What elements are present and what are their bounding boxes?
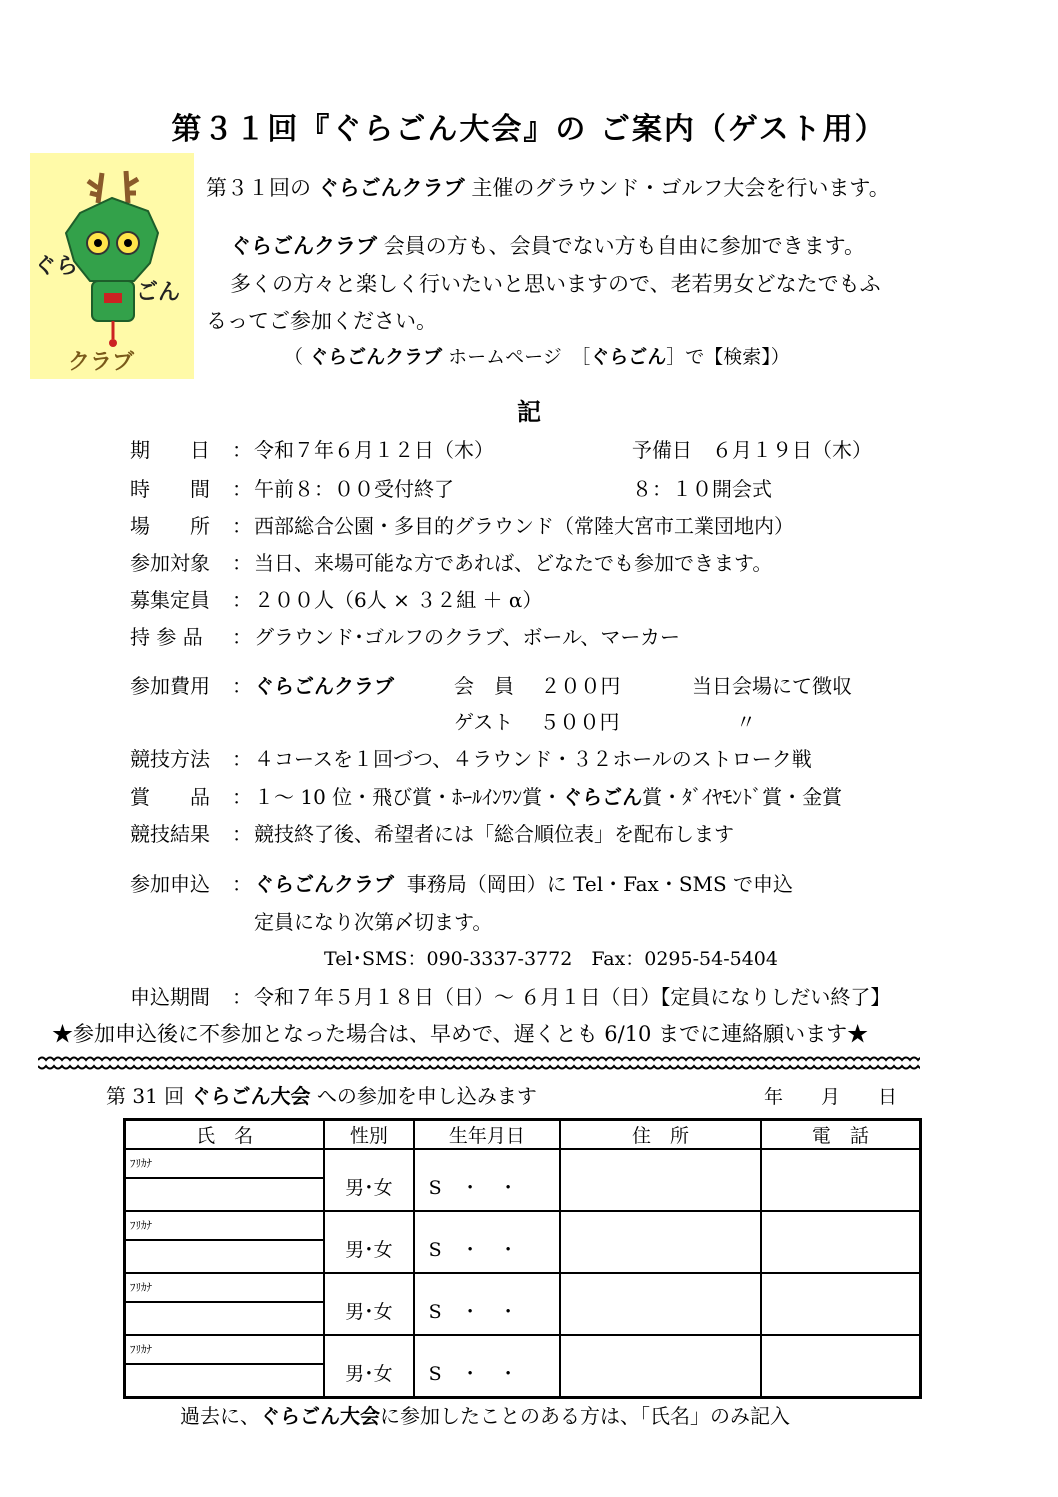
colon: ： bbox=[232, 438, 252, 462]
detail-value bbox=[254, 868, 793, 897]
application-form-table bbox=[123, 1118, 922, 1399]
form-heading bbox=[106, 1080, 537, 1109]
intro-text: ］で【検索】） bbox=[666, 346, 790, 368]
apply-deadline-note: 定員になり次第〆切ます。 bbox=[254, 910, 493, 934]
form-date-fields: 年 月 日 bbox=[764, 1086, 898, 1108]
phone-field[interactable] bbox=[761, 1211, 921, 1273]
dob-field[interactable] bbox=[414, 1335, 561, 1398]
address-field[interactable] bbox=[560, 1149, 761, 1211]
name-field[interactable] bbox=[125, 1149, 325, 1211]
detail-prize bbox=[0, 781, 1058, 809]
detail-label: 競技結果 bbox=[130, 822, 210, 846]
detail-value: 令和７年６月１２日（木） bbox=[254, 438, 494, 462]
opening-time: ８：１０開会式 bbox=[632, 477, 772, 501]
furigana-label: ﾌﾘｶﾅ bbox=[130, 1281, 152, 1294]
intro-text: 会員の方も、会員でない方も自由に参加できます。 bbox=[383, 234, 866, 258]
footer-text: に参加したことのある方は、「氏名」のみ記入 bbox=[380, 1404, 790, 1428]
wavy-divider bbox=[38, 1055, 920, 1071]
detail-value: 午前８：００受付終了 bbox=[254, 477, 454, 501]
detail-label: 賞 品 bbox=[130, 785, 210, 809]
detail-label: 競技方法 bbox=[130, 747, 210, 771]
club-name: ぐらごんクラブ bbox=[254, 872, 394, 896]
colon: ： bbox=[232, 625, 252, 649]
detail-label: 期 日 bbox=[130, 438, 210, 462]
fee-note: 当日会場にて徴収 bbox=[692, 674, 852, 698]
colon: ： bbox=[232, 588, 252, 612]
name-field[interactable] bbox=[125, 1211, 325, 1273]
sex-options: 男･女 bbox=[345, 1239, 393, 1261]
logo-bottom-text: クラブ bbox=[68, 350, 135, 375]
intro-text: 主催のグラウンド・ゴルフ大会を行います。 bbox=[471, 176, 890, 200]
detail-capacity bbox=[0, 584, 1058, 612]
detail-date bbox=[0, 434, 1058, 462]
prize-text: １～ 10 位・飛び賞・ﾎｰﾙｲﾝﾜﾝ賞・ bbox=[254, 785, 563, 809]
column-header-name: 氏 名 bbox=[125, 1120, 325, 1150]
colon: ： bbox=[232, 551, 252, 575]
detail-result bbox=[0, 818, 1058, 846]
detail-label: 参加申込 bbox=[130, 872, 210, 896]
column-header-sex: 性別 bbox=[324, 1120, 413, 1150]
sex-field[interactable] bbox=[324, 1335, 413, 1398]
colon: ： bbox=[232, 985, 252, 1009]
dob-template: S ・ ・ bbox=[428, 1363, 518, 1385]
intro-text: （ bbox=[284, 346, 304, 368]
column-header-dob: 生年月日 bbox=[414, 1120, 561, 1150]
club-name: ぐらごんクラブ bbox=[309, 346, 443, 368]
club-name: ぐらごん大会 bbox=[260, 1404, 380, 1428]
colon: ： bbox=[232, 872, 252, 896]
sex-field[interactable] bbox=[324, 1211, 413, 1273]
sex-options: 男･女 bbox=[345, 1363, 393, 1385]
ki-heading: 記 bbox=[517, 398, 541, 426]
dob-field[interactable] bbox=[414, 1211, 561, 1273]
detail-value bbox=[254, 781, 842, 810]
column-header-address: 住 所 bbox=[560, 1120, 761, 1150]
prize-text: 賞・ﾀﾞｲﾔﾓﾝﾄﾞ賞・金賞 bbox=[642, 785, 843, 809]
furigana-label: ﾌﾘｶﾅ bbox=[130, 1219, 152, 1232]
detail-fee bbox=[0, 670, 1058, 698]
detail-time bbox=[0, 473, 1058, 501]
guest-fee: ゲスト ５００円 bbox=[454, 710, 620, 734]
footer-text: 過去に、 bbox=[180, 1404, 260, 1428]
dob-field[interactable] bbox=[414, 1149, 561, 1211]
sex-field[interactable] bbox=[324, 1273, 413, 1335]
ditto-mark: 〃 bbox=[736, 710, 756, 734]
dob-template: S ・ ・ bbox=[428, 1239, 518, 1261]
name-field[interactable] bbox=[125, 1273, 325, 1335]
detail-place bbox=[0, 510, 1058, 538]
detail-method bbox=[0, 743, 1058, 771]
detail-value: グラウンド･ゴルフのクラブ、ボール、マーカー bbox=[254, 625, 680, 649]
phone-field[interactable] bbox=[761, 1273, 921, 1335]
colon: ： bbox=[232, 477, 252, 501]
name-field[interactable] bbox=[125, 1335, 325, 1398]
detail-items bbox=[0, 621, 1058, 649]
detail-label: 申込期間 bbox=[130, 985, 210, 1009]
detail-apply bbox=[0, 868, 1058, 896]
club-name: ぐらごん大会 bbox=[190, 1084, 311, 1108]
detail-value: ４コースを１回づつ、４ラウンド・３２ホールのストローク戦 bbox=[254, 747, 812, 771]
table-row bbox=[125, 1211, 921, 1273]
furigana-label: ﾌﾘｶﾅ bbox=[130, 1343, 152, 1356]
logo-top-text: ぐら bbox=[34, 254, 79, 279]
sex-options: 男･女 bbox=[345, 1301, 393, 1323]
search-keyword: ぐらごん bbox=[590, 346, 667, 368]
detail-value: 西部総合公園・多目的グラウンド（常陸大宮市工業団地内） bbox=[254, 514, 794, 538]
phone-field[interactable] bbox=[761, 1149, 921, 1211]
colon: ： bbox=[232, 747, 252, 771]
table-row bbox=[125, 1335, 921, 1398]
dob-template: S ・ ・ bbox=[428, 1301, 518, 1323]
contact-info: Tel･SMS：090-3337-3772 Fax：0295-54-5404 bbox=[324, 948, 778, 970]
intro-line-4: るってご参加ください。 bbox=[206, 309, 437, 333]
club-name: ぐらごんクラブ bbox=[254, 674, 394, 698]
reserve-date: 予備日 ６月１９日（木） bbox=[632, 438, 872, 462]
form-heading-text: への参加を申し込みます bbox=[316, 1084, 537, 1108]
logo-side-text: ごん bbox=[136, 280, 181, 305]
detail-label: 持 参 品 bbox=[130, 625, 203, 649]
furigana-label: ﾌﾘｶﾅ bbox=[130, 1157, 152, 1170]
table-row bbox=[125, 1273, 921, 1335]
colon: ： bbox=[232, 514, 252, 538]
detail-fee-guest bbox=[0, 706, 1058, 734]
table-header-row bbox=[125, 1120, 921, 1150]
intro-line-2 bbox=[230, 230, 865, 260]
table-row bbox=[125, 1149, 921, 1211]
address-field[interactable] bbox=[560, 1211, 761, 1273]
club-name: ぐらごん bbox=[562, 785, 643, 809]
apply-text: 事務局（岡田）に Tel・Fax・SMS で申込 bbox=[406, 872, 794, 896]
intro-line-1 bbox=[206, 172, 890, 202]
address-field[interactable] bbox=[560, 1273, 761, 1335]
homepage-note bbox=[284, 342, 790, 369]
colon: ： bbox=[232, 674, 252, 698]
intro-text: ホームページ ［ bbox=[448, 346, 591, 368]
detail-label: 募集定員 bbox=[130, 588, 210, 612]
detail-value: ２００人（6人 × ３２組 ＋ α） bbox=[254, 588, 543, 612]
colon: ： bbox=[232, 822, 252, 846]
detail-target bbox=[0, 547, 1058, 575]
intro-line-3: 多くの方々と楽しく行いたいと思いますので、老若男女どなたでもふ bbox=[230, 272, 881, 296]
member-fee: 会 員 ２００円 bbox=[454, 674, 621, 698]
column-header-phone: 電 話 bbox=[761, 1120, 921, 1150]
sex-options: 男･女 bbox=[345, 1177, 393, 1199]
detail-period bbox=[0, 981, 1058, 1009]
dob-field[interactable] bbox=[414, 1273, 561, 1335]
club-name: ぐらごんクラブ bbox=[317, 176, 465, 200]
detail-label: 時 間 bbox=[130, 477, 210, 501]
cancel-notice: ★参加申込後に不参加となった場合は、早めで、遅くとも 6/10 までに連絡願います★ bbox=[52, 1022, 869, 1046]
club-logo bbox=[30, 153, 194, 379]
detail-label: 参加対象 bbox=[130, 551, 210, 575]
dob-template: S ・ ・ bbox=[428, 1177, 518, 1199]
detail-value: 当日、来場可能な方であれば、どなたでも参加できます。 bbox=[254, 551, 773, 575]
intro-text: 第３１回の bbox=[206, 176, 311, 200]
colon: ： bbox=[232, 785, 252, 809]
detail-label: 場 所 bbox=[130, 514, 210, 538]
sex-field[interactable] bbox=[324, 1149, 413, 1211]
detail-label: 参加費用 bbox=[130, 674, 210, 698]
page-title: 第３１回『ぐらごん大会』の ご案内（ゲスト用） bbox=[171, 112, 887, 147]
detail-value: 競技終了後、希望者には「総合順位表」を配布します bbox=[254, 822, 734, 846]
address-field[interactable] bbox=[560, 1335, 761, 1398]
phone-field[interactable] bbox=[761, 1335, 921, 1398]
detail-value: 令和７年５月１８日（日）～ ６月１日（日）【定員になりしだい終了】 bbox=[254, 985, 891, 1009]
club-name: ぐらごんクラブ bbox=[230, 234, 377, 258]
form-heading-text: 第 31 回 bbox=[106, 1084, 185, 1108]
form-footer-note bbox=[180, 1400, 790, 1429]
